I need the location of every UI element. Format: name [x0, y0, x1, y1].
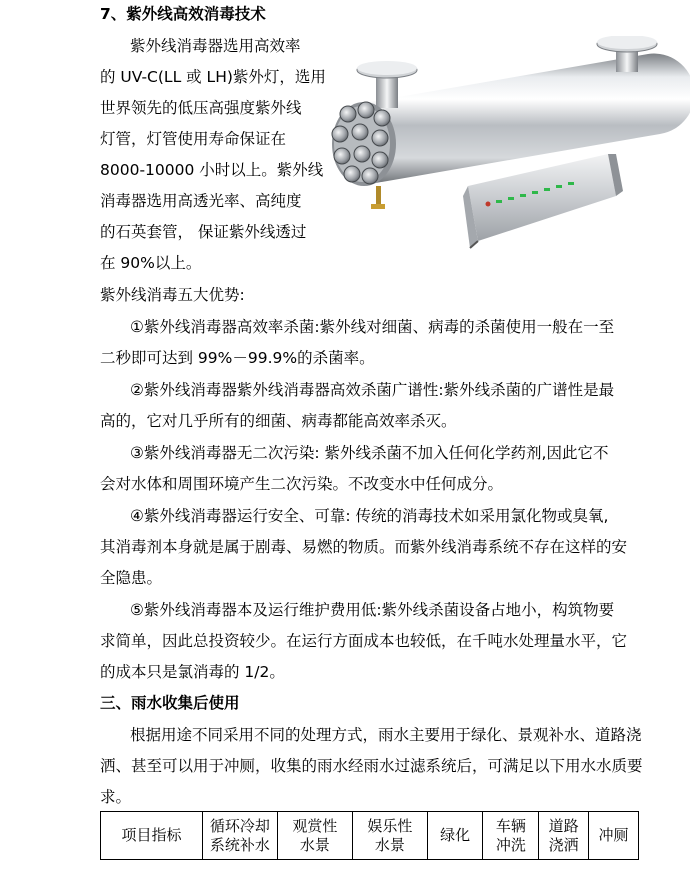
cell-text: 车辆 [495, 816, 526, 835]
cell-text: 娱乐性 [367, 816, 413, 835]
table-cell [589, 812, 639, 860]
advantage-line: ②紫外线消毒器紫外线消毒器高效杀菌广谱性:紫外线杀菌的广谱性是最 [130, 381, 615, 399]
uv-sterilizer-image [318, 36, 690, 272]
advantages-title: 紫外线消毒五大优势: [100, 286, 245, 304]
advantage-line: ⑤紫外线消毒器本及运行维护费用低:紫外线杀菌设备占地小，构筑物要 [130, 601, 615, 619]
paragraph-line: 求。 [100, 788, 132, 806]
intro-line: 的 UV-C(LL 或 LH)紫外灯，选用 [100, 68, 326, 86]
paragraph-line: 根据用途不同采用不同的处理方式，雨水主要用于绿化、景观补水、道路浇 [130, 726, 642, 744]
intro-line: 灯管，灯管使用寿命保证在 [100, 130, 287, 148]
water-quality-table [100, 811, 639, 860]
advantage-line: ④紫外线消毒器运行安全、可靠: 传统的消毒技术如采用氯化物或臭氧, [130, 507, 609, 525]
cell-text: 绿化 [440, 826, 471, 844]
cell-text: 项目指标 [121, 826, 182, 844]
table-cell [483, 812, 539, 860]
cell-text: 浇洒 [548, 835, 579, 854]
section-heading: 三、雨水收集后使用 [100, 694, 240, 712]
cell-text: 水景 [374, 835, 405, 854]
cell-text: 道路 [548, 816, 579, 835]
table-header-row [101, 812, 639, 860]
table-cell [539, 812, 589, 860]
intro-line: 8000-10000 小时以上。紫外线 [100, 161, 324, 179]
advantage-line: ③紫外线消毒器无二次污染: 紫外线杀菌不加入任何化学药剂,因此它不 [130, 444, 609, 462]
cell-text: 观赏性 [292, 816, 338, 835]
intro-line: 在 90%以上。 [100, 254, 202, 272]
intro-line: 世界领先的低压高强度紫外线 [100, 99, 302, 117]
cell-text: 系统补水 [209, 835, 270, 854]
advantage-line: 求简单，因此总投资较少。在运行方面成本也较低，在千吨水处理量水平，它 [100, 632, 628, 650]
cell-text: 循环冷却 [209, 816, 270, 835]
table-cell [277, 812, 352, 860]
cell-text: 冲厕 [598, 826, 629, 844]
advantage-line: 高的，它对几乎所有的细菌、病毒都能高效率杀灭。 [100, 412, 457, 430]
advantage-line: 其消毒剂本身就是属于剧毒、易燃的物质。而紫外线消毒系统不存在这样的安 [100, 538, 628, 556]
intro-line: 消毒器选用高透光率、高纯度 [100, 192, 302, 210]
cell-text: 冲洗 [495, 835, 526, 854]
cell-text: 水景 [299, 835, 330, 854]
table-cell [101, 812, 203, 860]
advantage-line: 会对水体和周围环境产生二次污染。不改变水中任何成分。 [100, 475, 504, 493]
paragraph-line: 洒、甚至可以用于冲厕，收集的雨水经雨水过滤系统后，可满足以下用水水质要 [100, 757, 643, 775]
advantage-line: 全隐患。 [100, 569, 163, 587]
table-cell [352, 812, 427, 860]
section-heading: 7、紫外线高效消毒技术 [100, 5, 266, 23]
intro-line: 紫外线消毒器选用高效率 [130, 37, 301, 55]
advantage-line: 的成本只是氯消毒的 1/2。 [100, 663, 285, 681]
advantage-line: ①紫外线消毒器高效率杀菌:紫外线对细菌、病毒的杀菌使用一般在一至 [130, 318, 615, 336]
table-cell [202, 812, 277, 860]
advantage-line: 二秒即可达到 99%－99.9%的杀菌率。 [100, 349, 375, 367]
intro-line: 的石英套管， 保证紫外线透过 [100, 223, 307, 241]
table-cell [427, 812, 483, 860]
